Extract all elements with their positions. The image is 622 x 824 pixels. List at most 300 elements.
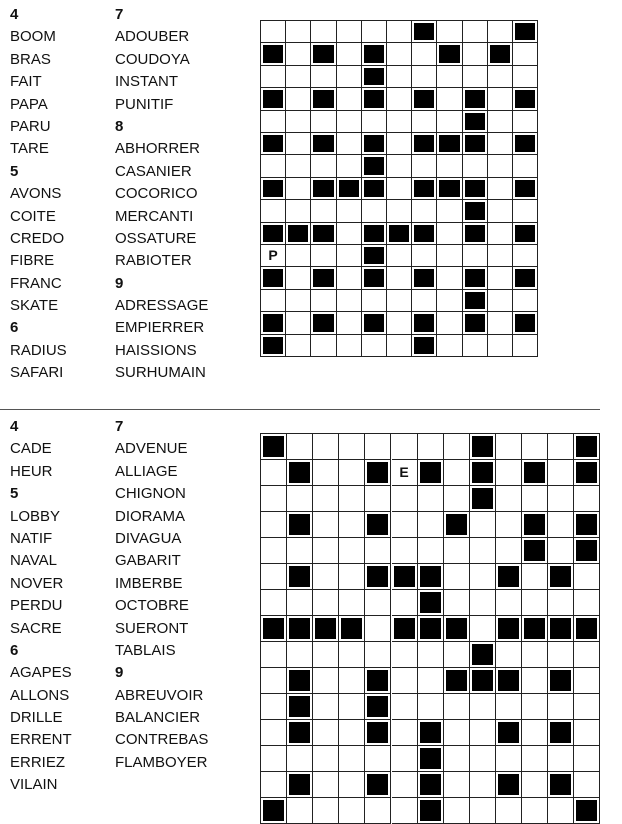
grid-cell[interactable]	[496, 538, 522, 564]
grid-cell[interactable]	[337, 312, 362, 334]
grid-cell[interactable]	[488, 88, 513, 110]
grid-cell[interactable]	[496, 694, 522, 720]
grid-cell[interactable]	[286, 133, 311, 155]
grid-cell[interactable]	[463, 43, 488, 65]
grid-cell[interactable]	[470, 616, 496, 642]
grid-cell[interactable]	[286, 178, 311, 200]
grid-cell[interactable]	[522, 590, 548, 616]
grid-cell[interactable]	[337, 335, 362, 357]
grid-cell[interactable]	[339, 564, 365, 590]
grid-cell[interactable]	[470, 798, 496, 824]
grid-cell[interactable]	[574, 564, 600, 590]
grid-cell[interactable]	[437, 290, 462, 312]
grid-cell[interactable]	[437, 155, 462, 177]
grid-cell[interactable]	[261, 460, 287, 486]
grid-cell[interactable]	[339, 590, 365, 616]
grid-cell[interactable]	[387, 290, 412, 312]
grid-cell[interactable]	[463, 335, 488, 357]
grid-cell[interactable]	[412, 200, 437, 222]
word-list-item: EMPIERRER	[115, 319, 205, 337]
grid-cell[interactable]	[548, 798, 574, 824]
grid-cell-black	[311, 178, 336, 200]
word-list-item: PARU	[10, 117, 51, 135]
grid-cell[interactable]	[437, 335, 462, 357]
grid-cell[interactable]	[437, 267, 462, 289]
black-square	[524, 540, 545, 561]
grid-cell[interactable]	[261, 746, 287, 772]
grid-cell[interactable]	[548, 694, 574, 720]
grid-cell[interactable]	[574, 668, 600, 694]
black-square	[472, 436, 493, 457]
word-list-item: OSSATURE	[115, 229, 197, 247]
grid-cell[interactable]	[365, 486, 391, 512]
grid-cell[interactable]	[548, 746, 574, 772]
grid-cell[interactable]	[387, 66, 412, 88]
grid-cell[interactable]	[496, 460, 522, 486]
grid-cell[interactable]	[387, 155, 412, 177]
grid-cell[interactable]	[488, 133, 513, 155]
grid-cell-black	[418, 746, 444, 772]
grid-cell[interactable]	[418, 538, 444, 564]
grid-cell[interactable]	[387, 21, 412, 43]
grid-cell-black	[362, 133, 387, 155]
grid-cell-black	[412, 88, 437, 110]
black-square	[364, 68, 384, 85]
grid-cell[interactable]	[387, 200, 412, 222]
grid-cell[interactable]	[574, 746, 600, 772]
grid-cell-black	[362, 245, 387, 267]
grid-cell[interactable]	[488, 223, 513, 245]
grid-cell[interactable]	[261, 642, 287, 668]
grid-cell[interactable]	[470, 564, 496, 590]
grid-cell[interactable]	[311, 111, 336, 133]
grid-cell[interactable]	[488, 21, 513, 43]
grid-cell[interactable]	[463, 66, 488, 88]
grid-cell[interactable]	[392, 694, 418, 720]
grid-cell[interactable]	[339, 538, 365, 564]
grid-cell[interactable]	[513, 43, 538, 65]
grid-cell[interactable]	[522, 642, 548, 668]
grid-cell[interactable]	[337, 66, 362, 88]
grid-cell[interactable]	[418, 642, 444, 668]
grid-cell[interactable]	[286, 200, 311, 222]
grid-cell[interactable]	[339, 746, 365, 772]
grid-cell[interactable]	[392, 512, 418, 538]
grid-cell-black	[513, 21, 538, 43]
grid-cell[interactable]	[311, 245, 336, 267]
grid-cell[interactable]	[392, 538, 418, 564]
grid-cell[interactable]	[339, 694, 365, 720]
grid-cell[interactable]	[287, 642, 313, 668]
grid-cell[interactable]	[387, 133, 412, 155]
grid-cell[interactable]	[548, 434, 574, 460]
black-square	[498, 618, 519, 639]
grid-cell[interactable]	[311, 200, 336, 222]
grid-cell[interactable]	[437, 200, 462, 222]
grid-cell[interactable]	[496, 642, 522, 668]
grid-cell[interactable]	[488, 290, 513, 312]
grid-cell[interactable]	[313, 694, 339, 720]
grid-cell[interactable]	[313, 720, 339, 746]
grid-cell[interactable]	[488, 66, 513, 88]
grid-cell[interactable]	[311, 66, 336, 88]
word-list-column-left	[10, 416, 72, 797]
grid-cell[interactable]	[437, 66, 462, 88]
grid-cell[interactable]	[418, 512, 444, 538]
grid-cell[interactable]	[488, 155, 513, 177]
grid-cell[interactable]	[548, 460, 574, 486]
black-square	[414, 225, 434, 242]
grid-cell-black	[548, 564, 574, 590]
grid-cell[interactable]	[444, 746, 470, 772]
grid-cell[interactable]	[412, 111, 437, 133]
grid-cell[interactable]	[488, 335, 513, 357]
grid-cell[interactable]	[365, 434, 391, 460]
grid-cell[interactable]	[392, 668, 418, 694]
grid-cell[interactable]	[261, 720, 287, 746]
black-square	[414, 90, 434, 107]
grid-cell[interactable]	[513, 200, 538, 222]
grid-cell[interactable]	[365, 642, 391, 668]
grid-cell-black	[574, 434, 600, 460]
grid-cell[interactable]	[513, 111, 538, 133]
grid-cell[interactable]	[313, 590, 339, 616]
grid-cell[interactable]	[339, 512, 365, 538]
grid-cell[interactable]	[437, 245, 462, 267]
grid-cell[interactable]	[392, 590, 418, 616]
grid-cell[interactable]	[313, 460, 339, 486]
grid-cell[interactable]	[365, 616, 391, 642]
grid-cell[interactable]	[311, 21, 336, 43]
grid-cell[interactable]	[444, 720, 470, 746]
grid-cell[interactable]	[313, 512, 339, 538]
grid-cell[interactable]	[488, 178, 513, 200]
grid-cell[interactable]	[444, 798, 470, 824]
grid-cell[interactable]	[261, 772, 287, 798]
grid-cell-black	[470, 668, 496, 694]
grid-cell[interactable]	[522, 668, 548, 694]
grid-cell[interactable]	[261, 512, 287, 538]
grid-cell[interactable]	[574, 720, 600, 746]
grid-cell[interactable]	[444, 590, 470, 616]
grid-cell[interactable]	[437, 21, 462, 43]
grid-cell[interactable]	[444, 564, 470, 590]
grid-cell[interactable]	[339, 772, 365, 798]
grid-cell[interactable]	[261, 668, 287, 694]
grid-cell-black	[261, 434, 287, 460]
grid-cell[interactable]	[337, 43, 362, 65]
grid-cell[interactable]	[488, 267, 513, 289]
grid-cell[interactable]	[522, 434, 548, 460]
grid-cell[interactable]	[261, 245, 286, 267]
grid-cell[interactable]	[412, 245, 437, 267]
black-square	[367, 722, 388, 743]
grid-cell[interactable]	[574, 772, 600, 798]
grid-cell[interactable]	[412, 66, 437, 88]
grid-cell-black	[522, 460, 548, 486]
grid-cell[interactable]	[286, 88, 311, 110]
grid-cell-black	[463, 267, 488, 289]
grid-cell[interactable]	[261, 590, 287, 616]
grid-cell[interactable]	[437, 88, 462, 110]
black-square	[515, 23, 535, 40]
grid-cell[interactable]	[463, 21, 488, 43]
grid-cell[interactable]	[311, 155, 336, 177]
grid-cell[interactable]	[522, 772, 548, 798]
grid-cell[interactable]	[337, 111, 362, 133]
grid-cell[interactable]	[437, 223, 462, 245]
grid-cell[interactable]	[437, 111, 462, 133]
grid-cell[interactable]	[392, 798, 418, 824]
grid-cell[interactable]	[313, 746, 339, 772]
grid-cell[interactable]	[496, 486, 522, 512]
grid-cell[interactable]	[313, 668, 339, 694]
grid-cell[interactable]	[496, 434, 522, 460]
grid-cell[interactable]	[392, 746, 418, 772]
grid-cell[interactable]	[362, 111, 387, 133]
grid-cell[interactable]	[313, 642, 339, 668]
grid-cell[interactable]	[261, 200, 286, 222]
grid-cell[interactable]	[412, 290, 437, 312]
grid-cell[interactable]	[496, 746, 522, 772]
grid-cell[interactable]	[387, 245, 412, 267]
grid-cell[interactable]	[574, 694, 600, 720]
grid-cell[interactable]	[261, 66, 286, 88]
word-list-item: PERDU	[10, 597, 63, 615]
grid-cell[interactable]	[287, 590, 313, 616]
grid-cell[interactable]	[286, 312, 311, 334]
grid-cell[interactable]	[339, 486, 365, 512]
grid-cell[interactable]	[287, 434, 313, 460]
grid-cell[interactable]	[286, 66, 311, 88]
grid-cell[interactable]	[418, 694, 444, 720]
grid-cell[interactable]	[548, 512, 574, 538]
grid-cell[interactable]	[287, 798, 313, 824]
grid-cell[interactable]	[444, 772, 470, 798]
black-square	[524, 618, 545, 639]
grid-cell[interactable]	[286, 21, 311, 43]
grid-cell[interactable]	[513, 245, 538, 267]
grid-cell[interactable]	[522, 746, 548, 772]
grid-cell[interactable]	[286, 111, 311, 133]
grid-cell-black	[362, 312, 387, 334]
black-square	[472, 488, 493, 509]
black-square	[313, 180, 333, 197]
grid-cell[interactable]	[522, 798, 548, 824]
grid-cell-black	[522, 538, 548, 564]
grid-cell[interactable]	[392, 434, 418, 460]
grid-cell[interactable]	[362, 290, 387, 312]
grid-cell[interactable]	[261, 155, 286, 177]
black-square	[289, 696, 310, 717]
grid-cell[interactable]	[337, 200, 362, 222]
word-list-item: HAISSIONS	[115, 341, 197, 359]
grid-cell[interactable]	[365, 746, 391, 772]
grid-cell[interactable]	[488, 111, 513, 133]
grid-cell[interactable]	[365, 538, 391, 564]
grid-cell[interactable]	[337, 88, 362, 110]
grid-cell[interactable]	[513, 335, 538, 357]
grid-cell[interactable]	[337, 21, 362, 43]
grid-cell[interactable]	[311, 290, 336, 312]
grid-cell[interactable]	[496, 798, 522, 824]
grid-cell[interactable]	[313, 486, 339, 512]
grid-cell[interactable]	[488, 312, 513, 334]
grid-cell[interactable]	[286, 290, 311, 312]
grid-cell[interactable]	[339, 798, 365, 824]
black-square	[465, 180, 485, 197]
black-square	[414, 180, 434, 197]
grid-cell[interactable]	[444, 642, 470, 668]
grid-cell[interactable]	[444, 538, 470, 564]
grid-cell[interactable]	[287, 538, 313, 564]
grid-cell[interactable]	[392, 772, 418, 798]
grid-cell[interactable]	[261, 21, 286, 43]
grid-cell[interactable]	[261, 290, 286, 312]
grid-cell[interactable]	[513, 66, 538, 88]
word-length-heading: 9	[115, 274, 124, 292]
grid-cell[interactable]	[513, 155, 538, 177]
grid-cell[interactable]	[522, 486, 548, 512]
grid-cell[interactable]	[313, 798, 339, 824]
grid-cell[interactable]	[418, 668, 444, 694]
grid-cell[interactable]	[444, 486, 470, 512]
grid-cell[interactable]	[392, 460, 418, 486]
grid-cell[interactable]	[548, 486, 574, 512]
grid-cell[interactable]	[339, 720, 365, 746]
word-list-item: CADE	[10, 440, 52, 458]
grid-cell[interactable]	[470, 590, 496, 616]
grid-cell[interactable]	[522, 564, 548, 590]
grid-cell[interactable]	[470, 694, 496, 720]
grid-cell[interactable]	[287, 746, 313, 772]
grid-cell-black	[261, 133, 286, 155]
grid-cell[interactable]	[286, 43, 311, 65]
grid-cell[interactable]	[362, 21, 387, 43]
grid-cell[interactable]	[488, 245, 513, 267]
grid-cell[interactable]	[522, 694, 548, 720]
grid-cell[interactable]	[286, 335, 311, 357]
grid-cell[interactable]	[496, 590, 522, 616]
grid-cell[interactable]	[488, 200, 513, 222]
grid-cell[interactable]	[337, 245, 362, 267]
word-length-heading: 9	[115, 664, 124, 682]
grid-cell[interactable]	[261, 486, 287, 512]
grid-cell[interactable]	[496, 512, 522, 538]
grid-cell[interactable]	[337, 290, 362, 312]
grid-cell[interactable]	[261, 538, 287, 564]
grid-cell[interactable]	[574, 642, 600, 668]
grid-cell[interactable]	[286, 267, 311, 289]
grid-cell[interactable]	[339, 434, 365, 460]
grid-cell[interactable]	[574, 590, 600, 616]
grid-cell[interactable]	[365, 590, 391, 616]
grid-cell[interactable]	[313, 538, 339, 564]
grid-cell-black	[437, 133, 462, 155]
grid-cell[interactable]	[287, 486, 313, 512]
grid-cell-black	[574, 798, 600, 824]
grid-cell[interactable]	[470, 746, 496, 772]
grid-cell[interactable]	[387, 111, 412, 133]
grid-cell-black	[444, 512, 470, 538]
grid-cell[interactable]	[339, 642, 365, 668]
grid-cell[interactable]	[387, 178, 412, 200]
grid-cell[interactable]	[339, 668, 365, 694]
grid-cell[interactable]	[362, 335, 387, 357]
grid-cell[interactable]	[444, 460, 470, 486]
grid-cell-black	[548, 720, 574, 746]
grid-cell[interactable]	[470, 512, 496, 538]
grid-cell[interactable]	[286, 155, 311, 177]
grid-cell-black	[311, 267, 336, 289]
grid-cell[interactable]	[387, 88, 412, 110]
grid-cell[interactable]	[365, 798, 391, 824]
grid-cell[interactable]	[362, 200, 387, 222]
crossword-grid	[260, 20, 538, 357]
grid-cell[interactable]	[261, 564, 287, 590]
grid-cell-black	[463, 200, 488, 222]
black-square	[263, 800, 284, 821]
grid-cell[interactable]	[392, 720, 418, 746]
grid-cell[interactable]	[437, 312, 462, 334]
grid-cell[interactable]	[387, 312, 412, 334]
black-square	[490, 45, 510, 62]
grid-cell[interactable]	[522, 720, 548, 746]
grid-cell[interactable]	[337, 133, 362, 155]
grid-cell[interactable]	[444, 434, 470, 460]
grid-cell[interactable]	[339, 460, 365, 486]
grid-cell[interactable]	[387, 335, 412, 357]
grid-cell[interactable]	[548, 590, 574, 616]
word-list-item: RABIOTER	[115, 252, 192, 270]
grid-cell[interactable]	[548, 538, 574, 564]
word-list-item: INSTANT	[115, 73, 179, 91]
grid-cell[interactable]	[412, 43, 437, 65]
grid-cell[interactable]	[313, 434, 339, 460]
grid-cell[interactable]	[470, 720, 496, 746]
grid-cell[interactable]	[313, 772, 339, 798]
grid-cell[interactable]	[392, 486, 418, 512]
grid-cell[interactable]	[313, 564, 339, 590]
word-list-item: NAVAL	[10, 552, 57, 570]
grid-cell[interactable]	[337, 267, 362, 289]
grid-cell[interactable]	[418, 486, 444, 512]
black-square	[394, 566, 415, 587]
grid-cell[interactable]	[286, 245, 311, 267]
black-square	[576, 540, 597, 561]
grid-cell[interactable]	[337, 223, 362, 245]
black-square	[524, 514, 545, 535]
grid-cell[interactable]	[548, 642, 574, 668]
grid-cell[interactable]	[470, 772, 496, 798]
grid-cell[interactable]	[387, 43, 412, 65]
grid-cell[interactable]	[470, 538, 496, 564]
grid-cell[interactable]	[574, 486, 600, 512]
black-square	[289, 670, 310, 691]
grid-cell[interactable]	[387, 267, 412, 289]
grid-cell[interactable]	[412, 155, 437, 177]
grid-cell[interactable]	[261, 694, 287, 720]
grid-cell[interactable]	[513, 290, 538, 312]
grid-cell[interactable]	[392, 642, 418, 668]
grid-cell[interactable]	[463, 155, 488, 177]
grid-cell[interactable]	[444, 694, 470, 720]
grid-cell[interactable]	[261, 111, 286, 133]
grid-cell[interactable]	[337, 155, 362, 177]
grid-cell[interactable]	[418, 434, 444, 460]
grid-cell[interactable]	[311, 335, 336, 357]
grid-cell[interactable]	[463, 245, 488, 267]
